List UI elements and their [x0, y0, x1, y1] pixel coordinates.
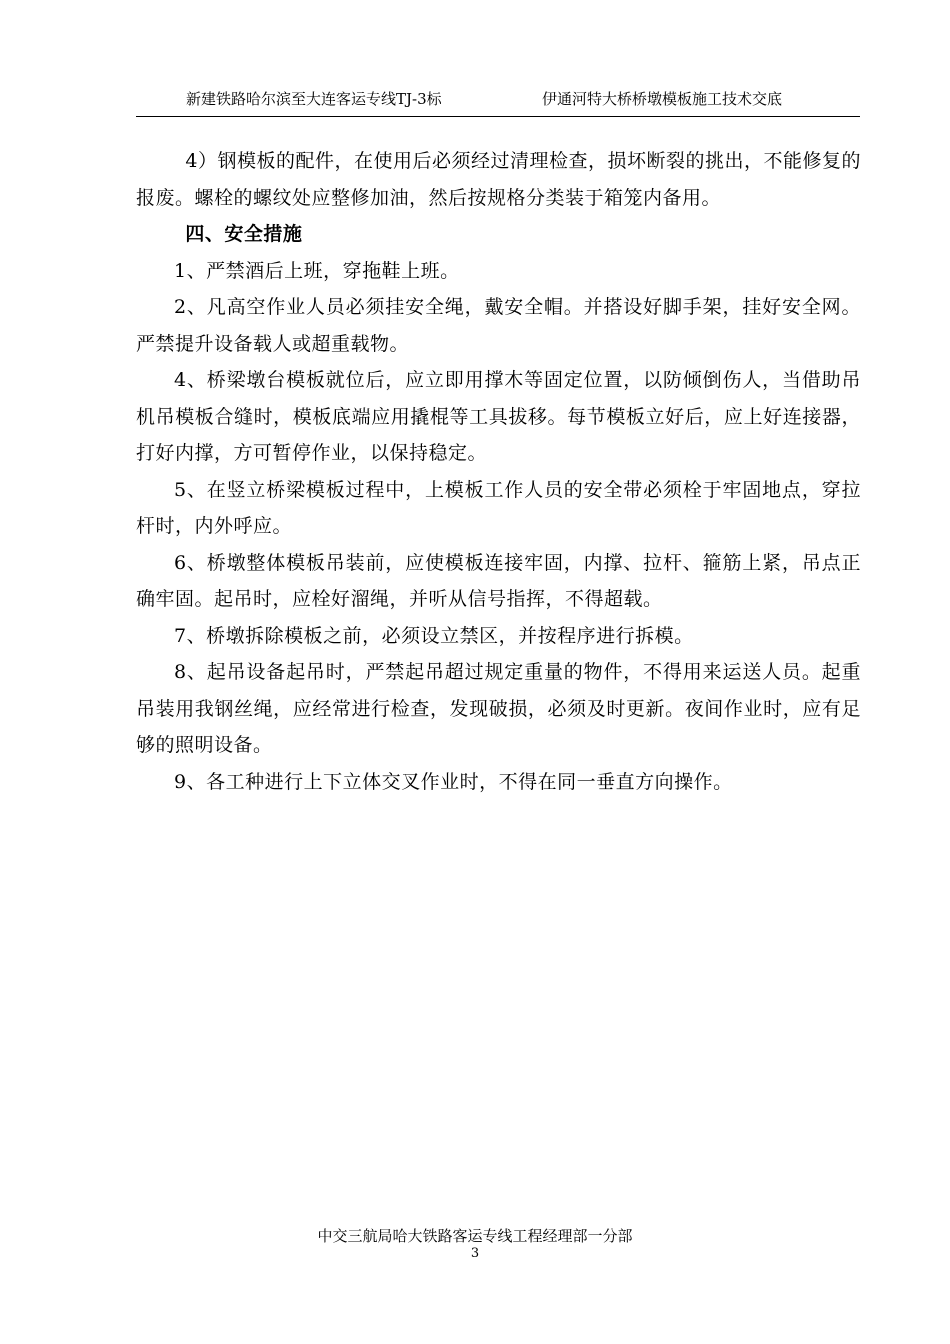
paragraph-safety-4: 4、桥梁墩台模板就位后，应立即用撑木等固定位置，以防倾倒伤人，当借助吊机吊模板合缝时，模板底端应用撬棍等工具拔移。每节模板立好后，应上好连接器，打好内撑，方可暂停作业，以保持稳定。	[136, 369, 861, 464]
paragraph-safety-8: 8、起吊设备起吊时，严禁起吊超过规定重量的物件，不得用来运送人员。起重吊装用我钢丝绳，应经常进行检查，发现破损，必须及时更新。夜间作业时，应有足够的照明设备。	[136, 661, 861, 756]
page-footer: 中交三航局哈大铁路客运专线工程经理部一分部	[317, 1227, 633, 1245]
page-number: 3	[470, 1246, 480, 1261]
document-body	[136, 143, 861, 800]
paragraph-safety-5: 5、在竖立桥梁模板过程中，上模板工作人员的安全带必须栓于牢固地点，穿拉杆时，内外呼应。	[136, 478, 861, 537]
header-project-name: 新建铁路哈尔滨至大连客运专线TJ-3标	[186, 90, 442, 108]
section-heading-safety-measures: 四、安全措施	[185, 223, 303, 245]
paragraph-safety-9: 9、各工种进行上下立体交叉作业时，不得在同一垂直方向操作。	[174, 770, 733, 793]
paragraph-safety-1: 1、严禁酒后上班，穿拖鞋上班。	[174, 259, 460, 282]
paragraph-safety-6: 6、桥墩整体模板吊装前，应使模板连接牢固，内撑、拉杆、箍筋上紧，吊点正确牢固。起吊时，应栓好溜绳，并听从信号指挥，不得超载。	[136, 551, 861, 610]
paragraph-safety-2: 2、凡高空作业人员必须挂安全绳，戴安全帽。并搭设好脚手架，挂好安全网。严禁提升设备载人或超重载物。	[136, 296, 861, 355]
paragraph-safety-7: 7、桥墩拆除模板之前，必须设立禁区，并按程序进行拆模。	[174, 624, 694, 647]
paragraph-formwork-accessories: 4）钢模板的配件，在使用后必须经过清理检查，损坏断裂的挑出，不能修复的报废。螺栓的螺纹处应整修加油，然后按规格分类装于箱笼内备用。	[136, 150, 861, 209]
page-header	[136, 86, 860, 117]
header-document-title: 伊通河特大桥桥墩模板施工技术交底	[542, 90, 783, 108]
